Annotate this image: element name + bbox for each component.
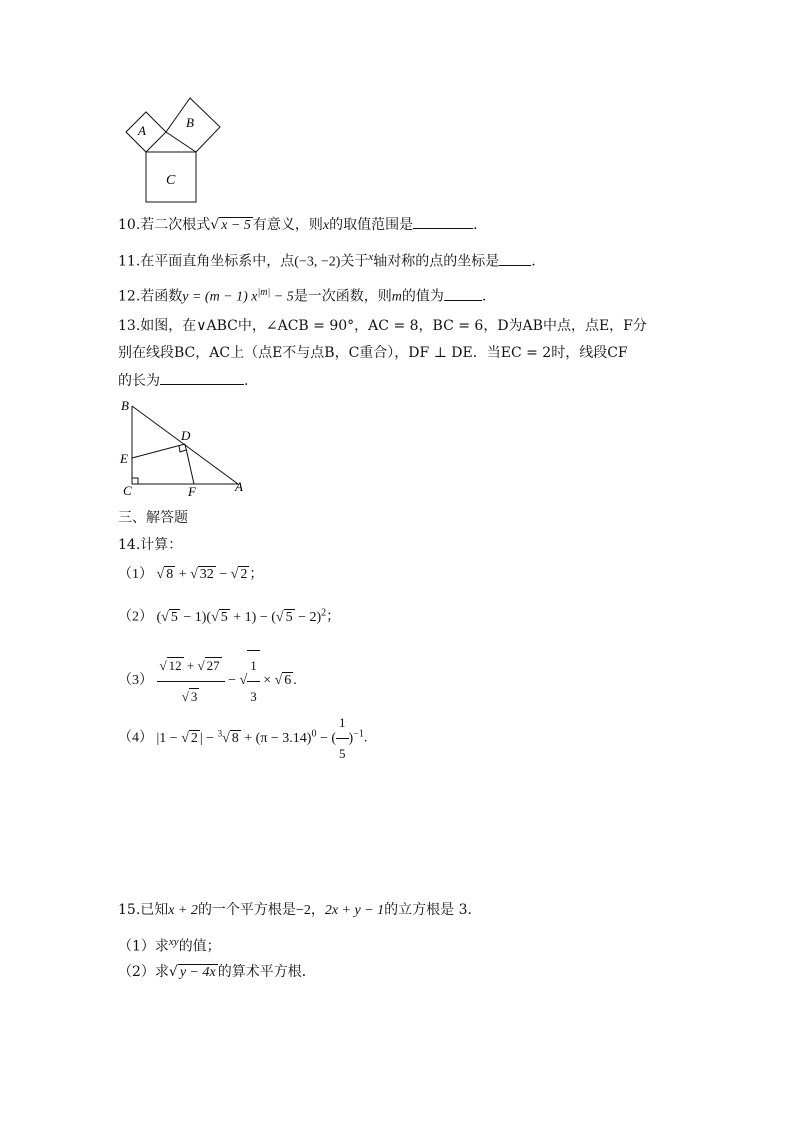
question-14-title: 14.计算： [118, 537, 183, 553]
square-a [126, 112, 166, 152]
answer-blank [499, 251, 531, 266]
label-b: B [121, 398, 129, 413]
right-angle-c [132, 478, 138, 484]
segment-de [132, 444, 185, 458]
label-c: C [166, 173, 176, 188]
question-13-line3: 的长为 . [118, 370, 248, 391]
question-15-part1: （1）求$^{xy}$的值； [118, 936, 221, 955]
q14-part3: （3） $\frac{√ 12 + √ 27}{√ 3}$ − √ $\frac{1}{3}$ × √ 6 . [118, 650, 297, 712]
answer-blank [160, 370, 244, 385]
right-angle-d [179, 446, 186, 452]
label-a: A [138, 123, 146, 138]
segment-df [185, 444, 194, 484]
squares-figure [118, 92, 228, 204]
q14-part4: （4） |1 − √ 2 | − $^3$√ $8 + (\pi - 3.14)^0$ − ( $\frac{1}{5}$ )$^{-1}$. [118, 708, 367, 769]
question-15-part2: （2）求√ y − 4x 的算术平方根． [118, 964, 316, 980]
question-13-line1: 13.如图，在∨ABC中，∠ACB = 90°，AC = 8，BC = 6，D为AB中点，点E，F分 [118, 318, 647, 334]
q14-part1: （1） √ 8 + √ 32 − √ 2 ； [118, 567, 264, 582]
label-a: A [235, 479, 243, 494]
triangle-figure [118, 396, 253, 500]
question-15: 15.已知x + 2的一个平方根是−2，2x + y − 1的立方根是 3． [118, 902, 482, 918]
sqrt-expression: √ x − 5 [210, 217, 251, 233]
answer-blank [413, 214, 473, 229]
answer-blank [444, 286, 482, 301]
question-11: 11.在平面直角坐标系中，点(−3, −2)关于$^x$轴对称的点的坐标是 . [118, 251, 536, 270]
question-12: 12.若函数y = (m − 1) $x^{|m|} - 5$是一次函数，则m的值为 . [118, 287, 487, 305]
question-10: 10.若二次根式√ x − 5 有意义，则x的取值范围是 . [118, 214, 478, 236]
label-e: E [120, 451, 128, 466]
label-c: C [123, 483, 132, 498]
q14-part2: （2） (√ 5 − 1)(√ 5 + 1) − (√ 5 − 2)$^2$； [118, 607, 341, 625]
label-b: B [186, 115, 194, 130]
label-d: D [181, 428, 191, 443]
section-heading: 三、解答题 [118, 510, 188, 526]
label-f: F [188, 484, 196, 499]
question-13-line2: 别在线段BC，AC上（点E不与点B，C重合），DF ⊥ DE．当EC = 2时，线段CF [118, 345, 628, 361]
